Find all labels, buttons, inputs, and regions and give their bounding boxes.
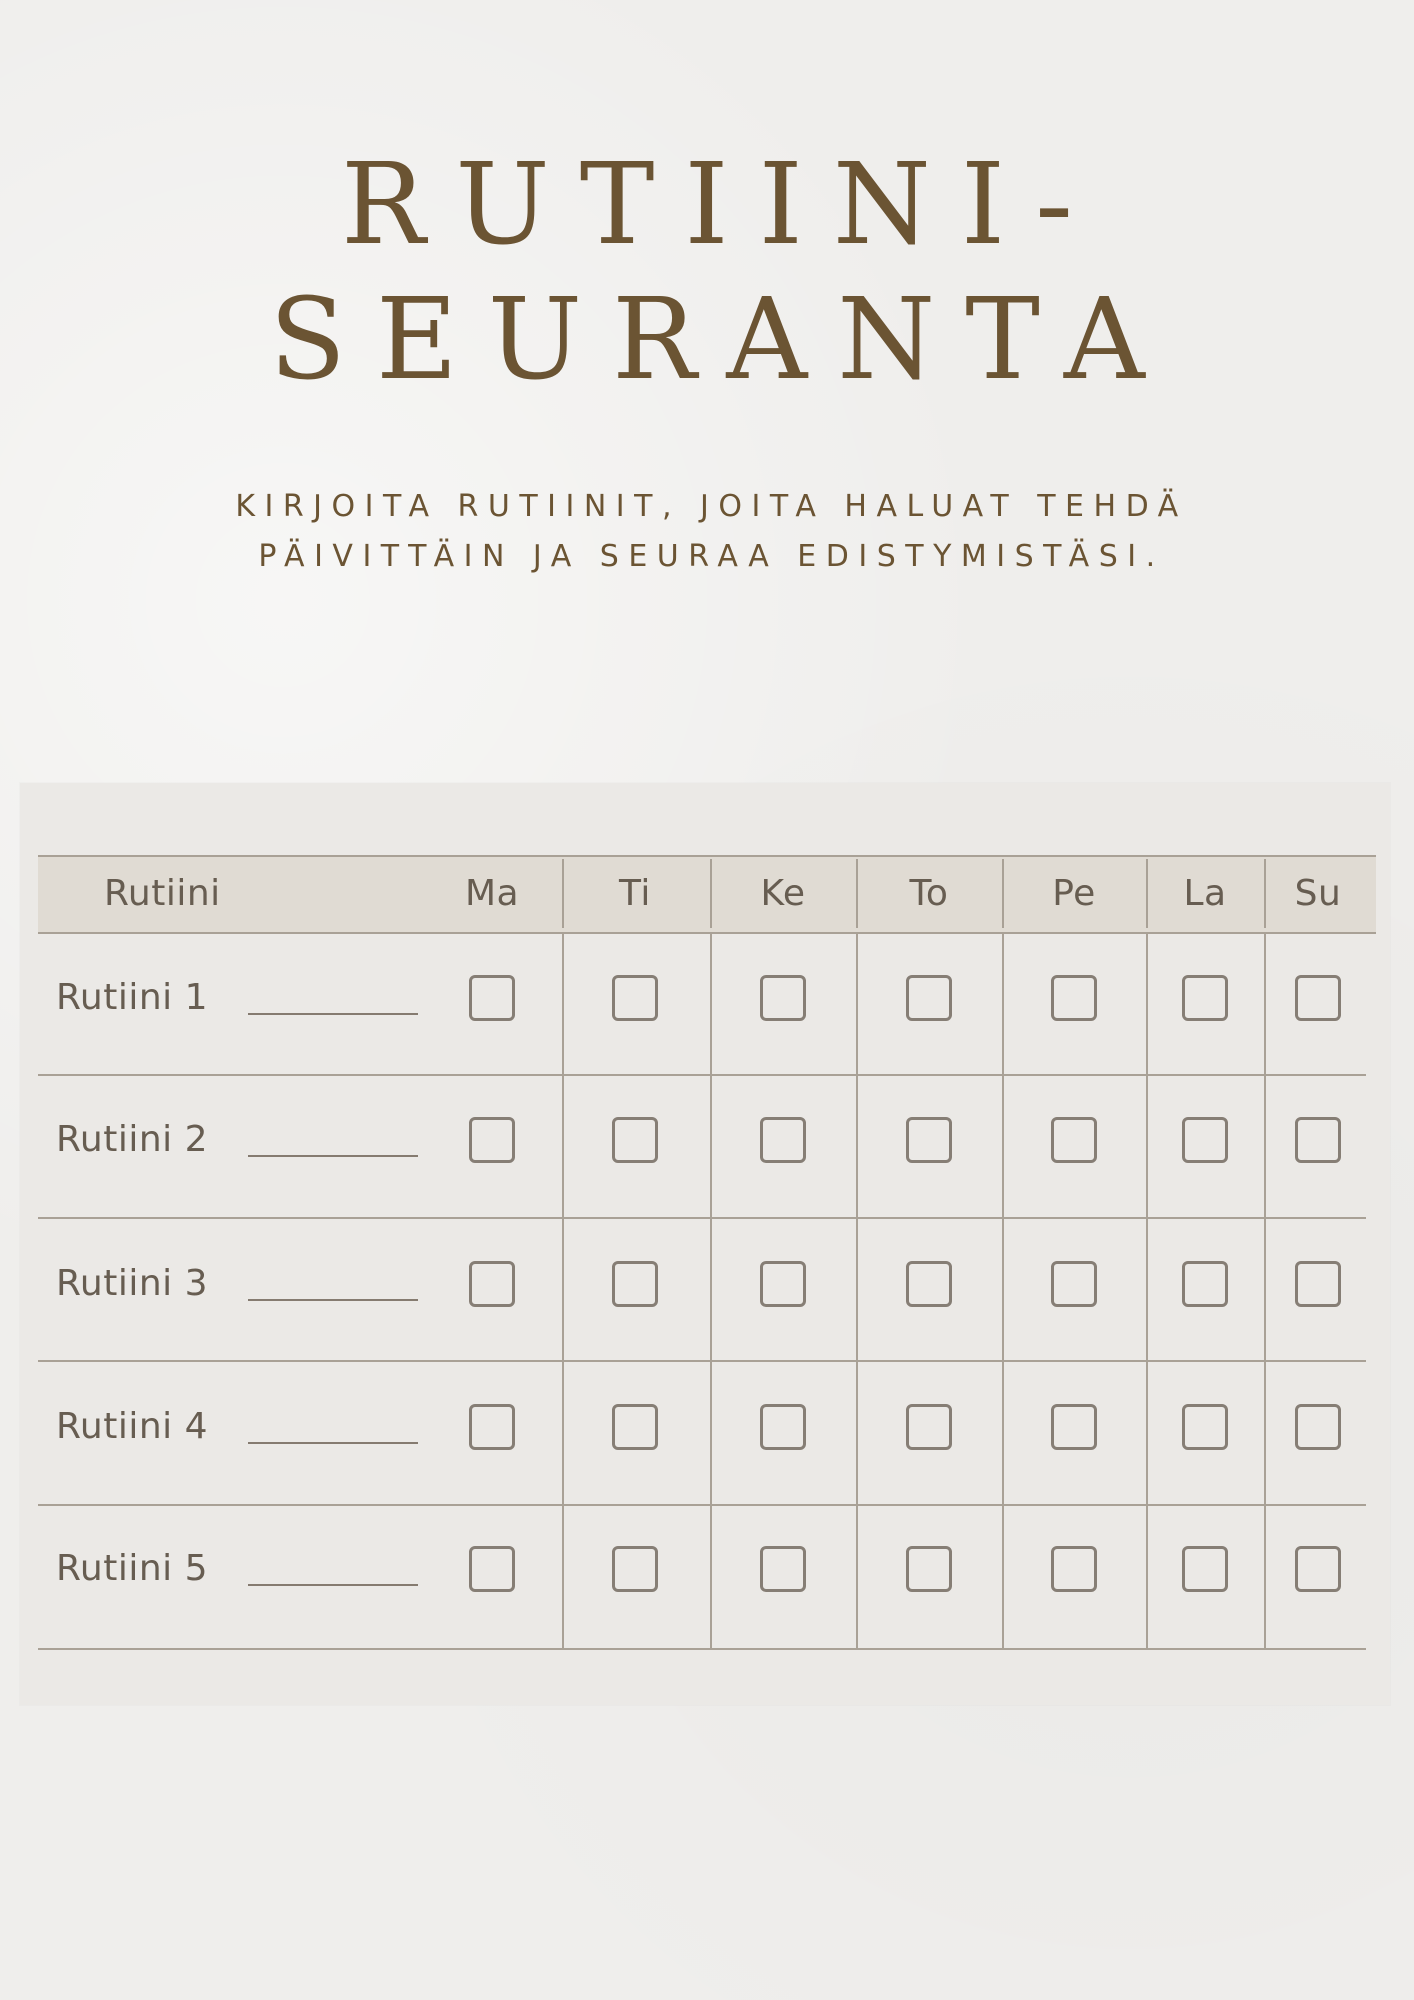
header-column-divider — [562, 859, 564, 928]
row-divider — [38, 1504, 1366, 1506]
header-day-pe: Pe — [1052, 873, 1096, 914]
checkbox-ma-row-2[interactable] — [469, 1117, 515, 1163]
header-day-ti: Ti — [619, 873, 651, 914]
checkbox-pe-row-4[interactable] — [1051, 1404, 1097, 1450]
checkbox-ma-row-1[interactable] — [469, 975, 515, 1021]
checkbox-to-row-5[interactable] — [906, 1546, 952, 1592]
row-divider — [38, 1217, 1366, 1219]
header-day-la: La — [1183, 873, 1227, 914]
row-divider — [38, 1074, 1366, 1076]
checkbox-ti-row-3[interactable] — [612, 1261, 658, 1307]
checkbox-ke-row-3[interactable] — [760, 1261, 806, 1307]
checkbox-ke-row-5[interactable] — [760, 1546, 806, 1592]
row-label-3: Rutiini 3 — [56, 1263, 208, 1304]
column-divider — [1146, 932, 1148, 1648]
header-routine: Rutiini — [104, 873, 221, 914]
checkbox-ma-row-5[interactable] — [469, 1546, 515, 1592]
row-label-1: Rutiini 1 — [56, 977, 208, 1018]
routine-tracker-table — [38, 853, 1376, 1648]
checkbox-la-row-5[interactable] — [1182, 1546, 1228, 1592]
checkbox-pe-row-2[interactable] — [1051, 1117, 1097, 1163]
header-day-su: Su — [1294, 873, 1342, 914]
checkbox-su-row-5[interactable] — [1295, 1546, 1341, 1592]
checkbox-la-row-1[interactable] — [1182, 975, 1228, 1021]
routine-name-field[interactable] — [248, 1155, 418, 1157]
header-column-divider — [710, 859, 712, 928]
checkbox-to-row-2[interactable] — [906, 1117, 952, 1163]
header-bottom-line — [38, 932, 1376, 934]
title-line-2: SEURANTA — [269, 275, 1175, 405]
checkbox-la-row-3[interactable] — [1182, 1261, 1228, 1307]
routine-name-field[interactable] — [248, 1013, 418, 1015]
instructions-line-2: PÄIVITTÄIN JA SEURAA EDISTYMISTÄSI. — [258, 539, 1165, 574]
checkbox-la-row-2[interactable] — [1182, 1117, 1228, 1163]
checkbox-su-row-1[interactable] — [1295, 975, 1341, 1021]
column-divider — [710, 932, 712, 1648]
row-divider — [38, 1648, 1366, 1650]
routine-name-field[interactable] — [248, 1442, 418, 1444]
checkbox-su-row-2[interactable] — [1295, 1117, 1341, 1163]
checkbox-ke-row-2[interactable] — [760, 1117, 806, 1163]
title-line-1: RUTIINI- — [341, 140, 1103, 270]
header-column-divider — [856, 859, 858, 928]
checkbox-la-row-4[interactable] — [1182, 1404, 1228, 1450]
row-divider — [38, 1360, 1366, 1362]
checkbox-ke-row-1[interactable] — [760, 975, 806, 1021]
checkbox-to-row-1[interactable] — [906, 975, 952, 1021]
checkbox-ma-row-3[interactable] — [469, 1261, 515, 1307]
row-label-5: Rutiini 5 — [56, 1548, 208, 1589]
checkbox-ma-row-4[interactable] — [469, 1404, 515, 1450]
routine-name-field[interactable] — [248, 1584, 418, 1586]
checkbox-su-row-4[interactable] — [1295, 1404, 1341, 1450]
checkbox-pe-row-1[interactable] — [1051, 975, 1097, 1021]
column-divider — [562, 932, 564, 1648]
checkbox-to-row-4[interactable] — [906, 1404, 952, 1450]
header-day-to: To — [909, 873, 949, 914]
column-divider — [856, 932, 858, 1648]
routine-name-field[interactable] — [248, 1299, 418, 1301]
column-divider — [1002, 932, 1004, 1648]
checkbox-pe-row-5[interactable] — [1051, 1546, 1097, 1592]
header-day-ma: Ma — [464, 873, 520, 914]
instructions — [0, 482, 1414, 582]
row-label-2: Rutiini 2 — [56, 1119, 208, 1160]
checkbox-ti-row-4[interactable] — [612, 1404, 658, 1450]
checkbox-ke-row-4[interactable] — [760, 1404, 806, 1450]
column-divider — [1264, 932, 1266, 1648]
checkbox-ti-row-2[interactable] — [612, 1117, 658, 1163]
checkbox-to-row-3[interactable] — [906, 1261, 952, 1307]
header-day-ke: Ke — [760, 873, 806, 914]
instructions-line-1: KIRJOITA RUTIINIT, JOITA HALUAT TEHDÄ — [235, 489, 1188, 524]
checkbox-ti-row-5[interactable] — [612, 1546, 658, 1592]
row-label-4: Rutiini 4 — [56, 1406, 208, 1447]
checkbox-su-row-3[interactable] — [1295, 1261, 1341, 1307]
page-title — [0, 138, 1414, 408]
checkbox-pe-row-3[interactable] — [1051, 1261, 1097, 1307]
checkbox-ti-row-1[interactable] — [612, 975, 658, 1021]
